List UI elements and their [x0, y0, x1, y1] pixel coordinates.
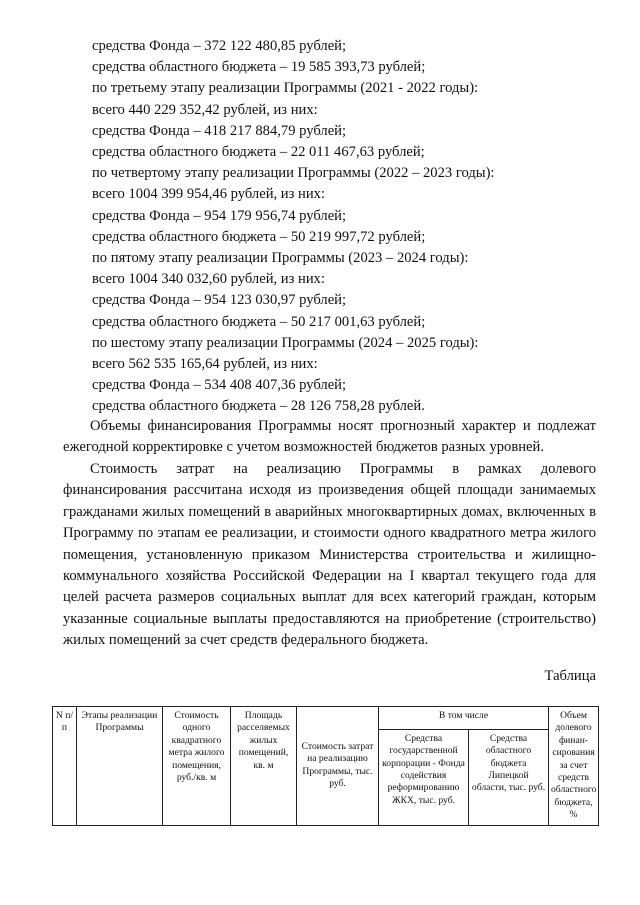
funding-line: средства Фонда – 418 217 884,79 рублей;	[92, 122, 347, 139]
column-header-regional-budget: Средства областного бюджета Липецкой области, тыс. руб.	[469, 729, 549, 825]
column-header-including: В том числе	[379, 707, 549, 730]
funding-line: по третьему этапу реализации Программы (2021 - 2022 годы):	[92, 80, 479, 97]
paragraph-cost-calculation: Стоимость затрат на реализацию Программы в рамках долевого финансирования рассчитана исходя из произведения общей площади занимаемых гражданами жилых помещений в аварийных многоквартирных домах, включенных в Программу по этапам ее реализации, и стоимости одного квадратного метра жилого помещения, установленную приказом Министерства строительства и жилищно-коммунального хозяйства Российской Федерации на I квартал текущего года для целей расчета размеров социальных выплат для всех категорий граждан, которым указанные социальные выплаты предоставляются на приобретение (строительство) жилых помещений за счет средств федерального бюджета.	[63, 461, 596, 649]
funding-line: средства Фонда – 954 123 030,97 рублей;	[92, 292, 347, 309]
funding-line: средства областного бюджета – 50 219 997,72 рублей;	[92, 228, 426, 245]
funding-line: средства областного бюджета – 28 126 758,28 рублей.	[92, 398, 425, 415]
funding-line: средства Фонда – 954 179 956,74 рублей;	[92, 207, 347, 224]
column-header-num: N п/п	[53, 707, 77, 826]
column-header-fund: Средства государственной корпорации - Фонда содействия реформированию ЖКХ, тыс. руб.	[379, 729, 469, 825]
funding-line: средства Фонда – 534 408 407,36 рублей;	[92, 377, 347, 394]
funding-line: по шестому этапу реализации Программы (2024 – 2025 годы):	[92, 334, 479, 351]
table-header-row	[53, 707, 599, 730]
column-header-stages: Этапы реализации Программы	[77, 707, 163, 826]
table-caption: Таблица	[544, 668, 596, 684]
funding-line: всего 1004 399 954,46 рублей, из них:	[92, 186, 325, 203]
financing-table	[52, 706, 599, 826]
funding-line: всего 1004 340 032,60 рублей, из них:	[92, 271, 325, 288]
funding-line: по пятому этапу реализации Программы (2023 – 2024 годы):	[92, 250, 469, 266]
funding-line: по четвертому этапу реализации Программы (2022 – 2023 годы):	[92, 165, 495, 182]
funding-line: всего 440 229 352,42 рублей, из них:	[92, 101, 318, 118]
funding-line: всего 562 535 165,64 рублей, из них:	[92, 356, 318, 372]
column-header-total-cost: Стоимость затрат на реализацию Программы, тыс. руб.	[297, 707, 379, 826]
column-header-area: Площадь расселяемых жилых помещений, кв. м	[231, 707, 297, 826]
column-header-share: Объем долевого финан-сирования за счет средств областного бюджета, %	[549, 707, 599, 826]
funding-line: средства областного бюджета – 22 011 467,63 рублей;	[92, 144, 425, 160]
funding-line: средства Фонда – 372 122 480,85 рублей;	[92, 38, 347, 54]
column-header-cost-per-sqm: Стоимость одного квадратного метра жилого помещения, руб./кв. м	[163, 707, 231, 826]
funding-line: средства областного бюджета – 19 585 393,73 рублей;	[92, 59, 426, 76]
funding-line: средства областного бюджета – 50 217 001,63 рублей;	[92, 313, 426, 330]
paragraph-forecast: Объемы финансирования Программы носят прогнозный характер и подлежат ежегодной корректировке с учетом возможностей бюджетов разных уровней.	[63, 418, 596, 456]
